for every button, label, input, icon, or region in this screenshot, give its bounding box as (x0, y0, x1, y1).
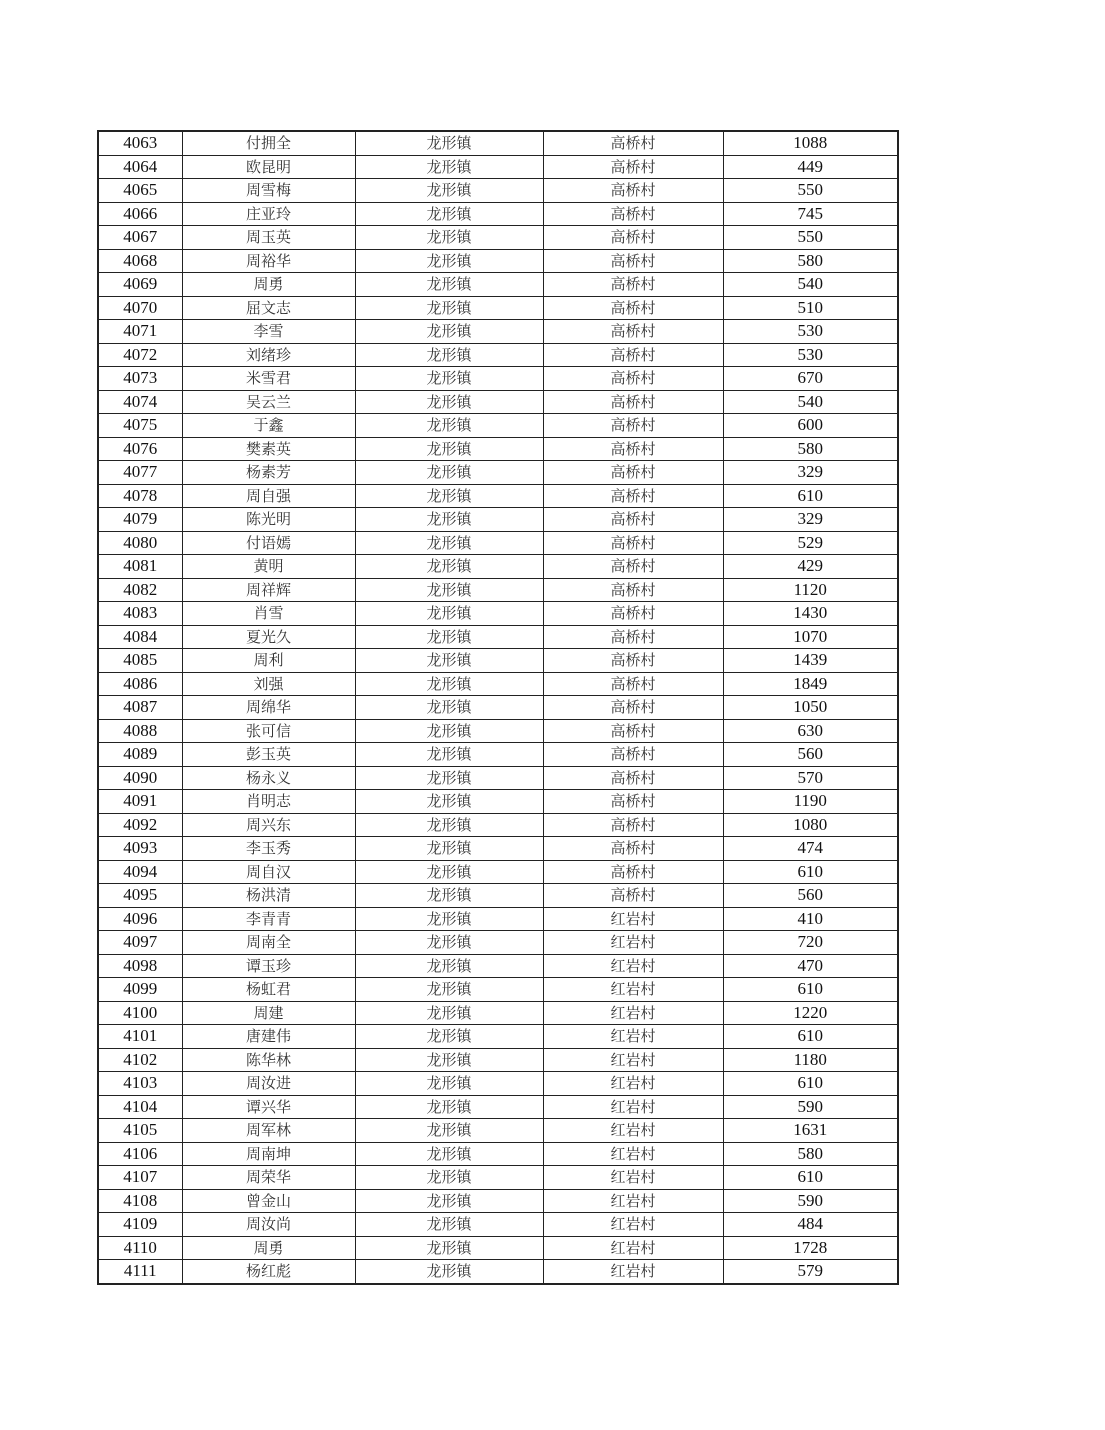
amount-cell: 484 (723, 1213, 898, 1237)
village-cell: 红岩村 (543, 1095, 723, 1119)
row-number-cell: 4080 (98, 531, 182, 555)
town-cell: 龙形镇 (355, 1213, 543, 1237)
table-row (98, 296, 898, 320)
town-cell: 龙形镇 (355, 555, 543, 579)
table-row (98, 320, 898, 344)
town-cell: 龙形镇 (355, 320, 543, 344)
name-cell: 刘绪珍 (182, 343, 355, 367)
name-cell: 曾金山 (182, 1189, 355, 1213)
name-cell: 周建 (182, 1001, 355, 1025)
table-row (98, 743, 898, 767)
row-number-cell: 4094 (98, 860, 182, 884)
name-cell: 周雪梅 (182, 179, 355, 203)
row-number-cell: 4098 (98, 954, 182, 978)
village-cell: 红岩村 (543, 978, 723, 1002)
amount-cell: 610 (723, 978, 898, 1002)
village-cell: 高桥村 (543, 320, 723, 344)
town-cell: 龙形镇 (355, 1142, 543, 1166)
row-number-cell: 4104 (98, 1095, 182, 1119)
town-cell: 龙形镇 (355, 954, 543, 978)
amount-cell: 570 (723, 766, 898, 790)
amount-cell: 530 (723, 320, 898, 344)
village-cell: 红岩村 (543, 1213, 723, 1237)
amount-cell: 530 (723, 343, 898, 367)
amount-cell: 590 (723, 1189, 898, 1213)
name-cell: 谭玉珍 (182, 954, 355, 978)
village-cell: 高桥村 (543, 249, 723, 273)
table-row (98, 931, 898, 955)
row-number-cell: 4091 (98, 790, 182, 814)
amount-cell: 540 (723, 273, 898, 297)
town-cell: 龙形镇 (355, 508, 543, 532)
town-cell: 龙形镇 (355, 1119, 543, 1143)
table-row (98, 273, 898, 297)
amount-cell: 449 (723, 155, 898, 179)
row-number-cell: 4093 (98, 837, 182, 861)
amount-cell: 580 (723, 1142, 898, 1166)
amount-cell: 1220 (723, 1001, 898, 1025)
village-cell: 高桥村 (543, 696, 723, 720)
table-row (98, 790, 898, 814)
table-row (98, 602, 898, 626)
name-cell: 周南全 (182, 931, 355, 955)
table-row (98, 390, 898, 414)
village-cell: 高桥村 (543, 202, 723, 226)
row-number-cell: 4078 (98, 484, 182, 508)
village-cell: 红岩村 (543, 1072, 723, 1096)
name-cell: 欧昆明 (182, 155, 355, 179)
table-row (98, 649, 898, 673)
amount-cell: 580 (723, 249, 898, 273)
row-number-cell: 4076 (98, 437, 182, 461)
town-cell: 龙形镇 (355, 1001, 543, 1025)
village-cell: 红岩村 (543, 907, 723, 931)
amount-cell: 610 (723, 860, 898, 884)
name-cell: 周裕华 (182, 249, 355, 273)
town-cell: 龙形镇 (355, 414, 543, 438)
village-cell: 高桥村 (543, 390, 723, 414)
village-cell: 高桥村 (543, 555, 723, 579)
row-number-cell: 4072 (98, 343, 182, 367)
table-row (98, 1048, 898, 1072)
row-number-cell: 4088 (98, 719, 182, 743)
row-number-cell: 4081 (98, 555, 182, 579)
amount-cell: 610 (723, 1166, 898, 1190)
table-row (98, 766, 898, 790)
table-row (98, 1260, 898, 1284)
table-row (98, 249, 898, 273)
town-cell: 龙形镇 (355, 1025, 543, 1049)
village-cell: 高桥村 (543, 367, 723, 391)
name-cell: 张可信 (182, 719, 355, 743)
name-cell: 周利 (182, 649, 355, 673)
name-cell: 付语嫣 (182, 531, 355, 555)
row-number-cell: 4110 (98, 1236, 182, 1260)
town-cell: 龙形镇 (355, 249, 543, 273)
table-row (98, 1189, 898, 1213)
village-cell: 高桥村 (543, 649, 723, 673)
table-row (98, 437, 898, 461)
row-number-cell: 4083 (98, 602, 182, 626)
village-cell: 红岩村 (543, 931, 723, 955)
village-cell: 高桥村 (543, 179, 723, 203)
table-row (98, 837, 898, 861)
village-cell: 红岩村 (543, 1119, 723, 1143)
row-number-cell: 4065 (98, 179, 182, 203)
amount-cell: 429 (723, 555, 898, 579)
amount-cell: 610 (723, 1025, 898, 1049)
row-number-cell: 4077 (98, 461, 182, 485)
table-row (98, 202, 898, 226)
town-cell: 龙形镇 (355, 202, 543, 226)
amount-cell: 1190 (723, 790, 898, 814)
town-cell: 龙形镇 (355, 813, 543, 837)
row-number-cell: 4084 (98, 625, 182, 649)
amount-cell: 1050 (723, 696, 898, 720)
town-cell: 龙形镇 (355, 273, 543, 297)
amount-cell: 560 (723, 743, 898, 767)
table-row (98, 1025, 898, 1049)
town-cell: 龙形镇 (355, 931, 543, 955)
name-cell: 李青青 (182, 907, 355, 931)
town-cell: 龙形镇 (355, 884, 543, 908)
amount-cell: 745 (723, 202, 898, 226)
village-cell: 高桥村 (543, 719, 723, 743)
amount-cell: 1088 (723, 131, 898, 155)
name-cell: 屈文志 (182, 296, 355, 320)
row-number-cell: 4100 (98, 1001, 182, 1025)
row-number-cell: 4108 (98, 1189, 182, 1213)
name-cell: 周兴东 (182, 813, 355, 837)
table-row (98, 696, 898, 720)
village-cell: 高桥村 (543, 155, 723, 179)
row-number-cell: 4082 (98, 578, 182, 602)
amount-cell: 610 (723, 484, 898, 508)
table-row (98, 1142, 898, 1166)
table-row (98, 367, 898, 391)
village-cell: 红岩村 (543, 1001, 723, 1025)
row-number-cell: 4085 (98, 649, 182, 673)
row-number-cell: 4086 (98, 672, 182, 696)
amount-cell: 1430 (723, 602, 898, 626)
row-number-cell: 4063 (98, 131, 182, 155)
town-cell: 龙形镇 (355, 179, 543, 203)
table-row (98, 1119, 898, 1143)
table-row (98, 978, 898, 1002)
row-number-cell: 4096 (98, 907, 182, 931)
amount-cell: 580 (723, 437, 898, 461)
town-cell: 龙形镇 (355, 484, 543, 508)
table-row (98, 1213, 898, 1237)
town-cell: 龙形镇 (355, 1260, 543, 1284)
town-cell: 龙形镇 (355, 672, 543, 696)
village-cell: 红岩村 (543, 1142, 723, 1166)
village-cell: 高桥村 (543, 625, 723, 649)
amount-cell: 410 (723, 907, 898, 931)
amount-cell: 329 (723, 508, 898, 532)
table-row (98, 884, 898, 908)
amount-cell: 1080 (723, 813, 898, 837)
town-cell: 龙形镇 (355, 790, 543, 814)
name-cell: 杨素芳 (182, 461, 355, 485)
name-cell: 付拥全 (182, 131, 355, 155)
roster-table-body (98, 131, 898, 1284)
town-cell: 龙形镇 (355, 625, 543, 649)
name-cell: 杨红彪 (182, 1260, 355, 1284)
name-cell: 周军林 (182, 1119, 355, 1143)
name-cell: 陈华林 (182, 1048, 355, 1072)
town-cell: 龙形镇 (355, 367, 543, 391)
name-cell: 夏光久 (182, 625, 355, 649)
village-cell: 高桥村 (543, 508, 723, 532)
town-cell: 龙形镇 (355, 226, 543, 250)
town-cell: 龙形镇 (355, 155, 543, 179)
village-cell: 高桥村 (543, 602, 723, 626)
amount-cell: 1180 (723, 1048, 898, 1072)
amount-cell: 550 (723, 226, 898, 250)
name-cell: 唐建伟 (182, 1025, 355, 1049)
name-cell: 李雪 (182, 320, 355, 344)
name-cell: 周自汉 (182, 860, 355, 884)
row-number-cell: 4105 (98, 1119, 182, 1143)
name-cell: 周勇 (182, 273, 355, 297)
table-row (98, 860, 898, 884)
amount-cell: 474 (723, 837, 898, 861)
town-cell: 龙形镇 (355, 602, 543, 626)
name-cell: 周南坤 (182, 1142, 355, 1166)
town-cell: 龙形镇 (355, 461, 543, 485)
name-cell: 樊素英 (182, 437, 355, 461)
town-cell: 龙形镇 (355, 1236, 543, 1260)
amount-cell: 1849 (723, 672, 898, 696)
amount-cell: 1439 (723, 649, 898, 673)
name-cell: 于鑫 (182, 414, 355, 438)
table-row (98, 179, 898, 203)
row-number-cell: 4109 (98, 1213, 182, 1237)
name-cell: 彭玉英 (182, 743, 355, 767)
village-cell: 高桥村 (543, 461, 723, 485)
town-cell: 龙形镇 (355, 390, 543, 414)
town-cell: 龙形镇 (355, 766, 543, 790)
table-row (98, 131, 898, 155)
table-row (98, 1095, 898, 1119)
town-cell: 龙形镇 (355, 131, 543, 155)
table-row (98, 1072, 898, 1096)
row-number-cell: 4071 (98, 320, 182, 344)
town-cell: 龙形镇 (355, 907, 543, 931)
town-cell: 龙形镇 (355, 1048, 543, 1072)
name-cell: 米雪君 (182, 367, 355, 391)
village-cell: 高桥村 (543, 860, 723, 884)
village-cell: 高桥村 (543, 414, 723, 438)
amount-cell: 670 (723, 367, 898, 391)
name-cell: 周汝进 (182, 1072, 355, 1096)
village-cell: 高桥村 (543, 131, 723, 155)
table-row (98, 672, 898, 696)
row-number-cell: 4064 (98, 155, 182, 179)
row-number-cell: 4097 (98, 931, 182, 955)
town-cell: 龙形镇 (355, 1072, 543, 1096)
town-cell: 龙形镇 (355, 696, 543, 720)
town-cell: 龙形镇 (355, 860, 543, 884)
amount-cell: 1070 (723, 625, 898, 649)
table-row (98, 531, 898, 555)
table-row (98, 1166, 898, 1190)
row-number-cell: 4089 (98, 743, 182, 767)
table-row (98, 719, 898, 743)
village-cell: 红岩村 (543, 1236, 723, 1260)
village-cell: 高桥村 (543, 672, 723, 696)
row-number-cell: 4103 (98, 1072, 182, 1096)
row-number-cell: 4066 (98, 202, 182, 226)
row-number-cell: 4068 (98, 249, 182, 273)
village-cell: 高桥村 (543, 837, 723, 861)
table-row (98, 555, 898, 579)
amount-cell: 470 (723, 954, 898, 978)
name-cell: 肖雪 (182, 602, 355, 626)
village-cell: 红岩村 (543, 1260, 723, 1284)
village-cell: 高桥村 (543, 766, 723, 790)
town-cell: 龙形镇 (355, 649, 543, 673)
name-cell: 周绵华 (182, 696, 355, 720)
amount-cell: 630 (723, 719, 898, 743)
village-cell: 高桥村 (543, 343, 723, 367)
town-cell: 龙形镇 (355, 531, 543, 555)
amount-cell: 610 (723, 1072, 898, 1096)
town-cell: 龙形镇 (355, 743, 543, 767)
village-cell: 高桥村 (543, 578, 723, 602)
town-cell: 龙形镇 (355, 1166, 543, 1190)
village-cell: 红岩村 (543, 954, 723, 978)
name-cell: 周祥辉 (182, 578, 355, 602)
row-number-cell: 4107 (98, 1166, 182, 1190)
row-number-cell: 4095 (98, 884, 182, 908)
name-cell: 李玉秀 (182, 837, 355, 861)
table-row (98, 461, 898, 485)
village-cell: 红岩村 (543, 1166, 723, 1190)
row-number-cell: 4090 (98, 766, 182, 790)
amount-cell: 579 (723, 1260, 898, 1284)
table-row (98, 1236, 898, 1260)
name-cell: 刘强 (182, 672, 355, 696)
table-row (98, 484, 898, 508)
name-cell: 肖明志 (182, 790, 355, 814)
row-number-cell: 4073 (98, 367, 182, 391)
amount-cell: 560 (723, 884, 898, 908)
row-number-cell: 4075 (98, 414, 182, 438)
village-cell: 高桥村 (543, 531, 723, 555)
name-cell: 周汝尚 (182, 1213, 355, 1237)
town-cell: 龙形镇 (355, 437, 543, 461)
amount-cell: 540 (723, 390, 898, 414)
row-number-cell: 4092 (98, 813, 182, 837)
amount-cell: 1120 (723, 578, 898, 602)
table-row (98, 625, 898, 649)
town-cell: 龙形镇 (355, 578, 543, 602)
amount-cell: 600 (723, 414, 898, 438)
village-cell: 高桥村 (543, 484, 723, 508)
town-cell: 龙形镇 (355, 343, 543, 367)
village-cell: 红岩村 (543, 1189, 723, 1213)
village-cell: 红岩村 (543, 1048, 723, 1072)
row-number-cell: 4074 (98, 390, 182, 414)
amount-cell: 329 (723, 461, 898, 485)
town-cell: 龙形镇 (355, 296, 543, 320)
village-cell: 高桥村 (543, 273, 723, 297)
name-cell: 黄明 (182, 555, 355, 579)
town-cell: 龙形镇 (355, 1095, 543, 1119)
row-number-cell: 4106 (98, 1142, 182, 1166)
table-row (98, 813, 898, 837)
name-cell: 庄亚玲 (182, 202, 355, 226)
row-number-cell: 4102 (98, 1048, 182, 1072)
amount-cell: 550 (723, 179, 898, 203)
row-number-cell: 4101 (98, 1025, 182, 1049)
village-cell: 高桥村 (543, 813, 723, 837)
village-cell: 红岩村 (543, 1025, 723, 1049)
name-cell: 杨虹君 (182, 978, 355, 1002)
table-row (98, 155, 898, 179)
row-number-cell: 4111 (98, 1260, 182, 1284)
amount-cell: 590 (723, 1095, 898, 1119)
village-cell: 高桥村 (543, 437, 723, 461)
village-cell: 高桥村 (543, 296, 723, 320)
table-row (98, 954, 898, 978)
table-row (98, 414, 898, 438)
table-row (98, 343, 898, 367)
village-cell: 高桥村 (543, 743, 723, 767)
table-row (98, 578, 898, 602)
village-cell: 高桥村 (543, 884, 723, 908)
table-row (98, 907, 898, 931)
amount-cell: 510 (723, 296, 898, 320)
amount-cell: 720 (723, 931, 898, 955)
row-number-cell: 4069 (98, 273, 182, 297)
name-cell: 吴云兰 (182, 390, 355, 414)
amount-cell: 529 (723, 531, 898, 555)
name-cell: 周自强 (182, 484, 355, 508)
name-cell: 周玉英 (182, 226, 355, 250)
name-cell: 谭兴华 (182, 1095, 355, 1119)
amount-cell: 1728 (723, 1236, 898, 1260)
name-cell: 周勇 (182, 1236, 355, 1260)
village-cell: 高桥村 (543, 226, 723, 250)
row-number-cell: 4087 (98, 696, 182, 720)
amount-cell: 1631 (723, 1119, 898, 1143)
roster-table (97, 130, 899, 1285)
name-cell: 陈光明 (182, 508, 355, 532)
table-row (98, 1001, 898, 1025)
row-number-cell: 4079 (98, 508, 182, 532)
town-cell: 龙形镇 (355, 837, 543, 861)
village-cell: 高桥村 (543, 790, 723, 814)
row-number-cell: 4067 (98, 226, 182, 250)
name-cell: 杨永义 (182, 766, 355, 790)
name-cell: 杨洪清 (182, 884, 355, 908)
town-cell: 龙形镇 (355, 719, 543, 743)
town-cell: 龙形镇 (355, 978, 543, 1002)
row-number-cell: 4099 (98, 978, 182, 1002)
table-row (98, 226, 898, 250)
table-row (98, 508, 898, 532)
row-number-cell: 4070 (98, 296, 182, 320)
name-cell: 周荣华 (182, 1166, 355, 1190)
town-cell: 龙形镇 (355, 1189, 543, 1213)
